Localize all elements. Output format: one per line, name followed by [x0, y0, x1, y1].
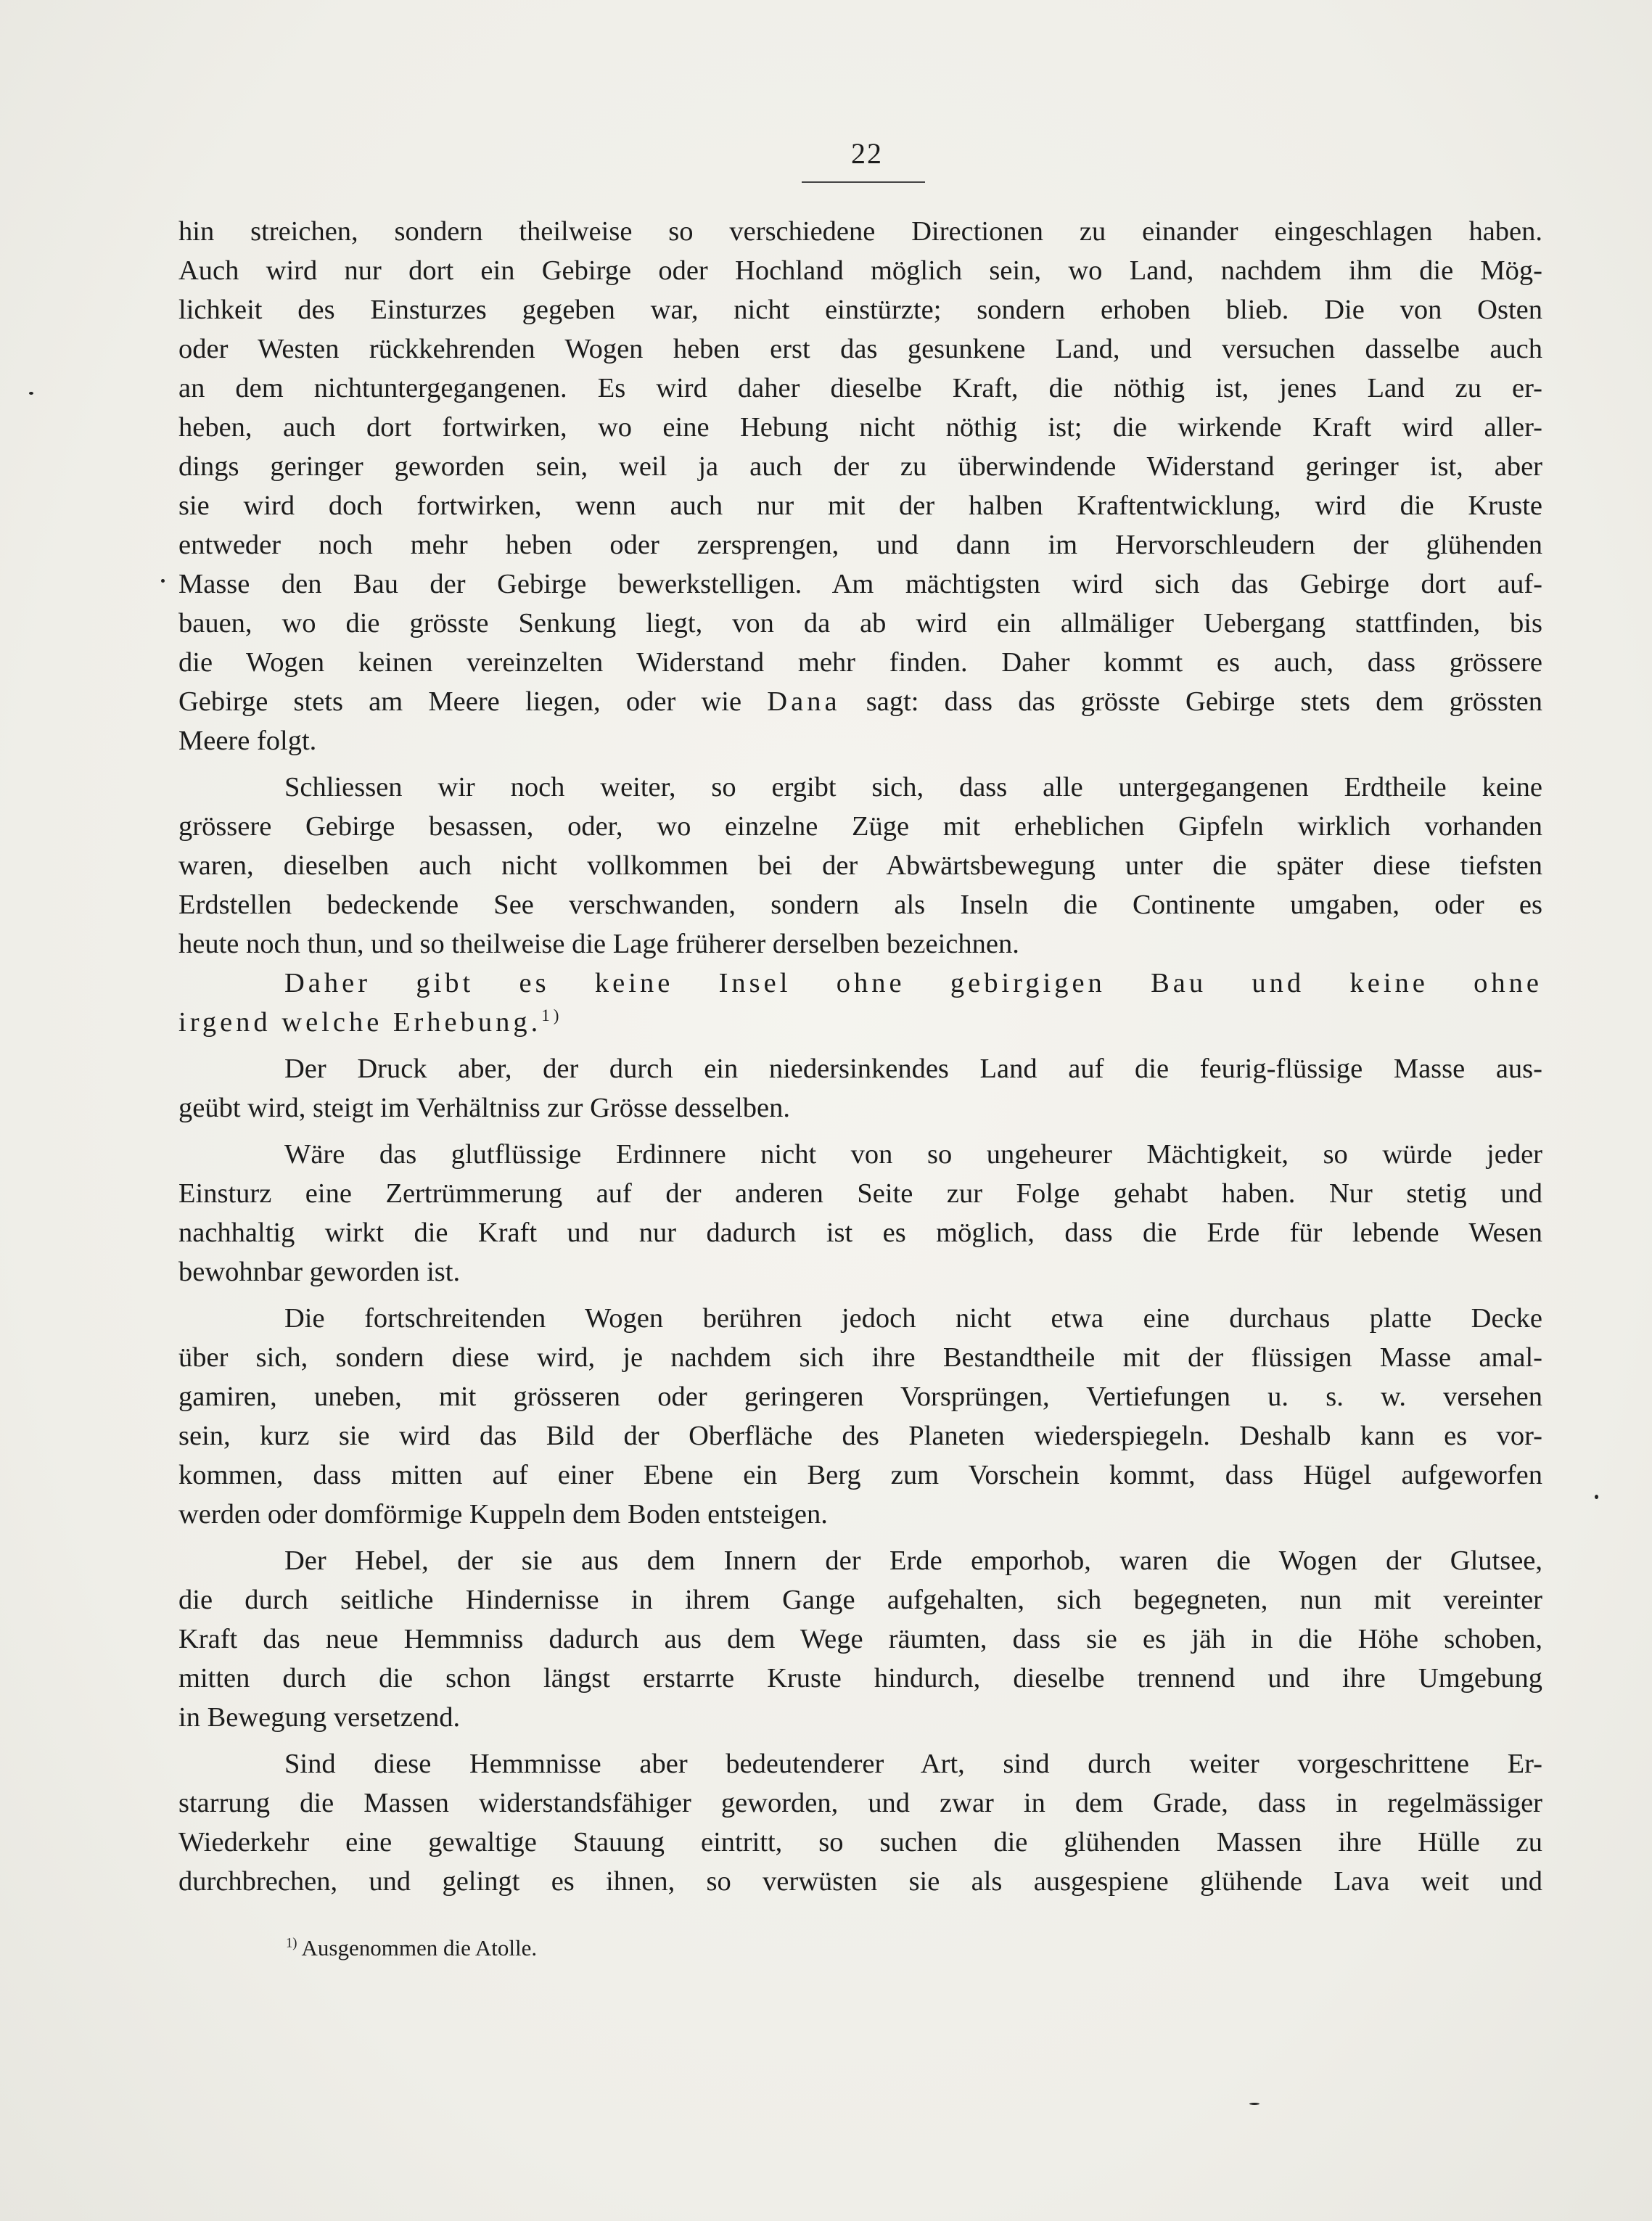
text-line: nachhaltig wirkt die Kraft und nur dadurch ist es möglich, dass die Erde für lebende Wesen	[178, 1218, 1542, 1248]
text-line: sie wird doch fortwirken, wenn auch nur mit der halben Kraftentwicklung, wird die Kruste	[178, 490, 1542, 521]
text-line: geübt wird, steigt im Verhältniss zur Grösse desselben.	[178, 1093, 790, 1123]
text-line: Schliessen wir noch weiter, so ergibt sich, dass alle untergegangenen Erdtheile keine	[284, 772, 1542, 802]
text-line: bewohnbar geworden ist.	[178, 1257, 461, 1287]
text-line: Wäre das glutflüssige Erdinnere nicht von so ungeheurer Mächtigkeit, so würde jeder	[284, 1139, 1542, 1170]
text-line: waren, dieselben auch nicht vollkommen bei der Abwärtsbewegung unter die später diese tiefsten	[178, 850, 1542, 881]
footnote-reference: 1)	[541, 1006, 563, 1025]
footnote-marker: 1)	[286, 1935, 297, 1951]
text-line: hin streichen, sondern theilweise so verschiedene Directionen zu einander eingeschlagen haben.	[178, 216, 1542, 247]
text-line: durchbrechen, und gelingt es ihnen, so verwüsten sie als ausgespiene glühende Lava weit und	[178, 1866, 1542, 1897]
text-line: werden oder domförmige Kuppeln dem Boden entsteigen.	[178, 1499, 828, 1530]
text-line: starrung die Massen widerstandsfähiger geworden, und zwar in dem Grade, dass in regelmässiger	[178, 1788, 1542, 1818]
print-speck	[161, 579, 165, 583]
text-line: Kraft das neue Hemmniss dadurch aus dem Wege räumten, dass sie es jäh in die Höhe schoben,	[178, 1624, 1542, 1654]
emphasized-text: irgend welche Erhebung.	[178, 1007, 542, 1038]
text-line: mitten durch die schon längst erstarrte Kruste hindurch, dieselbe trennend und ihre Umgebung	[178, 1663, 1542, 1694]
text-line: Erdstellen bedeckende See verschwanden, sondern als Inseln die Continente umgaben, oder es	[178, 890, 1542, 920]
text-line: in Bewegung versetzend.	[178, 1702, 461, 1733]
print-speck	[1249, 2103, 1259, 2105]
text-segment: sagt: dass das grösste Gebirge stets dem grössten	[866, 686, 1543, 717]
print-speck	[29, 392, 33, 395]
text-line: heute noch thun, und so theilweise die Lage früherer derselben bezeichnen.	[178, 929, 1019, 959]
text-line: Wiederkehr eine gewaltige Stauung eintritt, so suchen die glühenden Massen ihre Hülle zu	[178, 1827, 1542, 1857]
text-line: Meere folgt.	[178, 726, 317, 756]
text-line: an dem nichtuntergegangenen. Es wird daher dieselbe Kraft, die nöthig ist, jenes Land zu er-	[178, 373, 1542, 403]
text-segment: Gebirge stets am Meere liegen, oder wie	[178, 686, 742, 717]
body-text	[178, 212, 1542, 1901]
text-line: kommen, dass mitten auf einer Ebene ein Berg zum Vorschein kommt, dass Hügel aufgeworfen	[178, 1460, 1542, 1490]
text-line: Auch wird nur dort ein Gebirge oder Hochland möglich sein, wo Land, nachdem ihm die Mög-	[178, 255, 1542, 286]
text-line: oder Westen rückkehrenden Wogen heben erst das gesunkene Land, und versuchen dasselbe auch	[178, 334, 1542, 364]
print-speck	[1595, 1495, 1598, 1499]
text-line: Der Hebel, der sie aus dem Innern der Erde emporhob, waren die Wogen der Glutsee,	[284, 1545, 1542, 1576]
text-line: Der Druck aber, der durch ein niedersinkendes Land auf die feurig-flüssige Masse aus-	[284, 1054, 1542, 1084]
emphasized-line-end	[178, 1003, 1542, 1042]
text-line: gamiren, uneben, mit grösseren oder geringeren Vorsprüngen, Vertiefungen u. s. w. versehen	[178, 1382, 1542, 1412]
text-line: entweder noch mehr heben oder zersprengen, und dann im Hervorschleudern der glühenden	[178, 530, 1542, 560]
author-name-dana: Dana	[767, 686, 841, 717]
text-line: grössere Gebirge besassen, oder, wo einzelne Züge mit erheblichen Gipfeln wirklich vorhanden	[178, 811, 1542, 842]
text-line: dings geringer geworden sein, weil ja auch der zu überwindende Widerstand geringer ist, aber	[178, 451, 1542, 482]
footnote-text: Ausgenommen die Atolle.	[301, 1935, 538, 1961]
text-line: bauen, wo die grösste Senkung liegt, von da ab wird ein allmäliger Uebergang stattfinden, bis	[178, 608, 1542, 639]
page-number: 22	[851, 137, 883, 170]
text-line: Die fortschreitenden Wogen berühren jedoch nicht etwa eine durchaus platte Decke	[284, 1303, 1542, 1334]
text-line: Sind diese Hemmnisse aber bedeutenderer Art, sind durch weiter vorgeschrittene Er-	[284, 1749, 1542, 1779]
footnote	[286, 1934, 537, 1963]
text-line: Einsturz eine Zertrümmerung auf der anderen Seite zur Folge gehabt haben. Nur stetig und	[178, 1178, 1542, 1209]
text-line-dana	[178, 682, 1542, 721]
text-line: sein, kurz sie wird das Bild der Oberfläche des Planeten wiederspiegeln. Deshalb kann es vor-	[178, 1421, 1542, 1451]
text-line: die durch seitliche Hindernisse in ihrem Gange aufgehalten, sich begegneten, nun mit vereinter	[178, 1585, 1542, 1615]
text-line: Masse den Bau der Gebirge bewerkstelligen. Am mächtigsten wird sich das Gebirge dort auf-	[178, 569, 1542, 599]
text-line: heben, auch dort fortwirken, wo eine Hebung nicht nöthig ist; die wirkende Kraft wird aller-	[178, 412, 1542, 443]
header-rule	[802, 181, 925, 183]
text-line: die Wogen keinen vereinzelten Widerstand mehr finden. Daher kommt es auch, dass grössere	[178, 647, 1542, 678]
text-line: über sich, sondern diese wird, je nachdem sich ihre Bestandtheile mit der flüssigen Masse amal-	[178, 1342, 1542, 1373]
emphasized-line: Daher gibt es keine Insel ohne gebirgigen Bau und keine ohne	[284, 968, 1542, 998]
text-line: lichkeit des Einsturzes gegeben war, nicht einstürzte; sondern erhoben blieb. Die von Osten	[178, 295, 1542, 325]
